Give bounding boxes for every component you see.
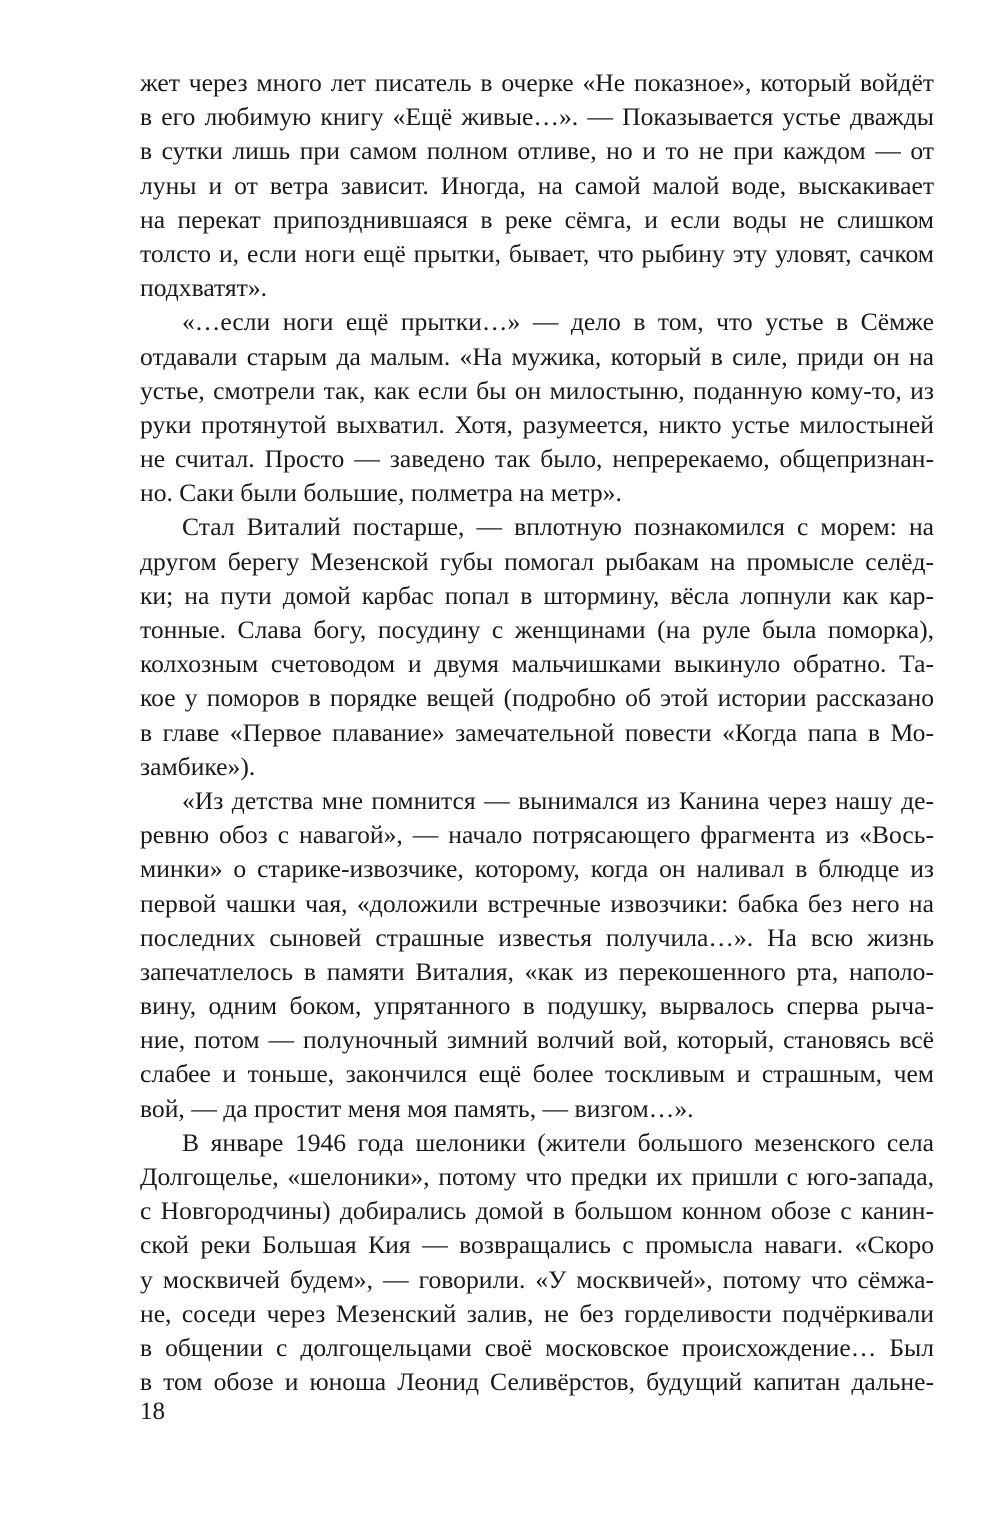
text-line: другом берегу Мезенской губы помогал рыбакам на промысле селёд- bbox=[140, 546, 934, 576]
text-line: руки протянутой выхватил. Хотя, разумеется, никто устье милостыней bbox=[140, 409, 934, 439]
text-line: тонные. Слава богу, посудину с женщинами (на руле была поморка), bbox=[140, 615, 934, 644]
text-line: ской реки Большая Кия — возвращались с промысла наваги. «Скоро bbox=[140, 1230, 934, 1260]
text-line: на перекат припозднившаяся в реке сёмга, и если воды не слишком bbox=[140, 204, 934, 234]
text-line: отдавали старым да малым. «На мужика, который в силе, приди он на bbox=[140, 341, 934, 371]
text-line: минки» о старике-извозчике, которому, когда он наливал в блюдце из bbox=[140, 854, 934, 884]
text-line: луны и от ветра зависит. Иногда, на самой малой воде, выскакивает bbox=[140, 170, 934, 200]
text-line: «Из детства мне помнится — вынимался из Канина через нашу де- bbox=[182, 785, 934, 815]
text-line: Долгощелье, «шелоники», потому что предки их пришли с юго-запада, bbox=[140, 1162, 934, 1191]
text-line: у москвичей будем», — говорили. «У москвичей», потому что сёмжа- bbox=[140, 1264, 934, 1294]
text-line: в главе «Первое плавание» замечательной повести «Когда папа в Мо- bbox=[140, 717, 934, 747]
text-line: вину, одним боком, упрятанного в подушку, вырвалось сперва рыча- bbox=[140, 991, 934, 1021]
text-line: первой чашки чая, «доложили встречные извозчики: бабка без него на bbox=[140, 888, 934, 918]
text-line: устье, смотрели так, как если бы он милостыню, поданную кому-то, из bbox=[140, 375, 934, 405]
text-line: в том обозе и юноша Леонид Селивёрстов, будущий капитан дальне- bbox=[140, 1367, 934, 1397]
text-line: ние, потом — полуночный зимний волчий вой, который, становясь всё bbox=[140, 1025, 934, 1055]
text-line: в общении с долгощельцами своё московское происхождение… Был bbox=[140, 1332, 934, 1362]
text-line: В январе 1946 года шелоники (жители большого мезенского села bbox=[182, 1127, 934, 1157]
text-line: жет через много лет писатель в очерке «Не показное», который войдёт bbox=[140, 68, 934, 97]
text-line: вой, — да простит меня моя память, — визгом…». bbox=[140, 1093, 694, 1123]
page-number: 18 bbox=[140, 1398, 165, 1425]
text-line: последних сыновей страшные известья получила…». На всю жизнь bbox=[140, 922, 934, 952]
text-line: кое у поморов в порядке вещей (подробно об этой истории рассказано bbox=[140, 683, 934, 713]
text-line: замбике»). bbox=[140, 751, 256, 781]
text-line: «…если ноги ещё прытки…» — дело в том, что устье в Сёмже bbox=[182, 307, 934, 337]
text-line: запечатлелось в памяти Виталия, «как из перекошенного рта, наполо- bbox=[140, 956, 934, 986]
text-line: не, соседи через Мезенский залив, не без горделивости подчёркивали bbox=[140, 1298, 934, 1328]
text-line: ки; на пути домой карбас попал в штормину, вёсла лопнули как кар- bbox=[140, 580, 934, 610]
text-line: ревню обоз с навагой», — начало потрясающего фрагмента из «Вось- bbox=[140, 820, 934, 850]
text-line: Стал Виталий постарше, — вплотную познакомился с морем: на bbox=[182, 512, 934, 542]
text-line: слабее и тоньше, закончился ещё более тоскливым и страшным, чем bbox=[140, 1059, 934, 1089]
text-line: колхозным счетоводом и двумя мальчишками выкинуло обратно. Та- bbox=[140, 649, 934, 679]
body-text bbox=[140, 66, 934, 1399]
text-line: в сутки лишь при самом полном отливе, но и то не при каждом — от bbox=[140, 136, 934, 166]
text-line: толсто и, если ноги ещё прытки, бывает, что рыбину эту уловят, сачком bbox=[140, 238, 934, 268]
text-line: не считал. Просто — заведено так было, непререкаемо, общепризнан- bbox=[140, 444, 934, 474]
text-line: в его любимую книгу «Ещё живые…». — Показывается устье дважды bbox=[140, 102, 934, 132]
text-line: но. Саки были большие, полметра на метр». bbox=[140, 478, 622, 508]
text-line: с Новгородчины) добирались домой в большом конном обозе с канин- bbox=[140, 1196, 934, 1226]
text-line: подхватят». bbox=[140, 273, 268, 303]
